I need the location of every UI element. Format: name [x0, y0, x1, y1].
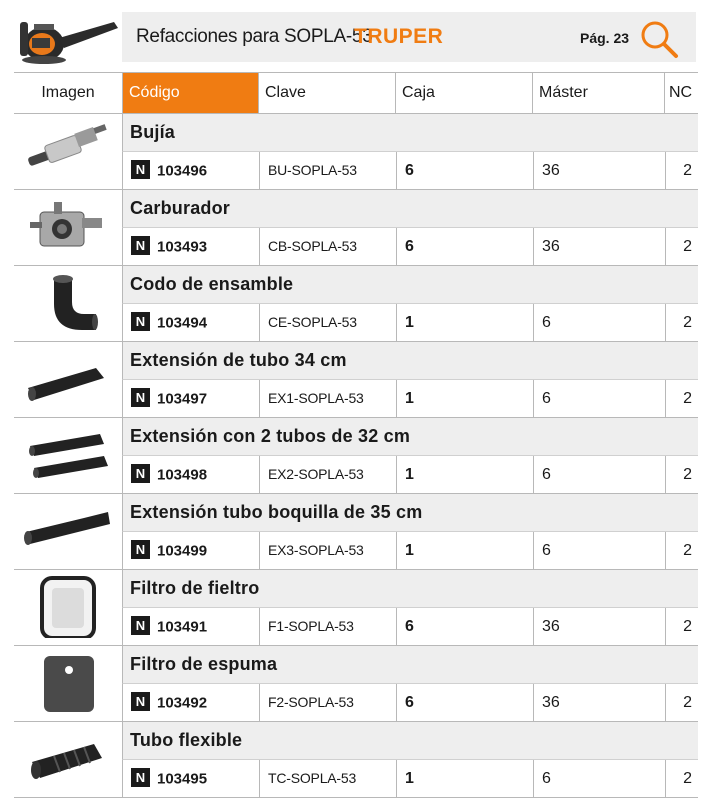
part-name-row [122, 570, 698, 607]
column-caja[interactable]: Caja [395, 73, 532, 113]
clave-cell: BU-SOPLA-53 [259, 152, 396, 189]
part-name: Tubo flexible [130, 730, 243, 750]
part-image-cell [14, 570, 122, 645]
two-tubes-icon [24, 424, 112, 486]
part-image-cell [14, 494, 122, 569]
part-group [14, 494, 698, 570]
code-cell [123, 532, 259, 569]
new-badge: N [131, 692, 150, 711]
part-name: Extensión con 2 tubos de 32 cm [130, 426, 411, 446]
master-cell: 6 [533, 456, 665, 493]
clave-cell: EX2-SOPLA-53 [259, 456, 396, 493]
part-image-cell [14, 190, 122, 265]
code-cell [123, 760, 259, 797]
caja-cell: 6 [396, 152, 533, 189]
nc-cell: 2 [665, 684, 699, 721]
part-image-cell [14, 114, 122, 189]
title-bar [122, 12, 696, 62]
code-value: 103491 [157, 618, 208, 636]
flexible-tube-icon [24, 728, 112, 790]
code-cell [123, 608, 259, 645]
table-row[interactable] [122, 303, 698, 341]
part-name: Extensión tubo boquilla de 35 cm [130, 502, 423, 522]
nc-cell: 2 [665, 760, 699, 797]
caja-cell: 6 [396, 684, 533, 721]
table-row[interactable] [122, 759, 698, 797]
part-name-row [122, 190, 698, 227]
part-name-row [122, 418, 698, 455]
part-name: Bujía [130, 122, 176, 142]
nc-cell: 2 [665, 532, 699, 569]
page-title: Refacciones para SOPLA-53 [136, 26, 373, 47]
code-value: 103493 [157, 238, 208, 256]
search-icon[interactable] [638, 18, 680, 60]
code-cell [123, 684, 259, 721]
caja-cell: 1 [396, 456, 533, 493]
code-value: 103494 [157, 314, 208, 332]
part-group [14, 190, 698, 266]
felt-filter-icon [24, 576, 112, 638]
code-cell [123, 456, 259, 493]
column-master[interactable]: Máster [532, 73, 664, 113]
part-image-cell [14, 418, 122, 493]
new-badge: N [131, 616, 150, 635]
new-badge: N [131, 768, 150, 787]
master-cell: 36 [533, 152, 665, 189]
code-value: 103497 [157, 390, 208, 408]
new-badge: N [131, 464, 150, 483]
new-badge: N [131, 540, 150, 559]
clave-cell: EX1-SOPLA-53 [259, 380, 396, 417]
caja-cell: 6 [396, 228, 533, 265]
part-group [14, 722, 698, 798]
spark-plug-icon [24, 120, 112, 182]
nozzle-tube-icon [24, 500, 112, 562]
nc-cell: 2 [665, 608, 699, 645]
clave-cell: F2-SOPLA-53 [259, 684, 396, 721]
part-name-row [122, 494, 698, 531]
master-cell: 6 [533, 380, 665, 417]
page-header [0, 0, 716, 66]
caja-cell: 1 [396, 532, 533, 569]
foam-filter-icon [24, 652, 112, 714]
part-name-row [122, 342, 698, 379]
nc-cell: 2 [665, 304, 699, 341]
code-cell [123, 152, 259, 189]
part-group [14, 266, 698, 342]
part-name-row [122, 646, 698, 683]
nc-cell: 2 [665, 152, 699, 189]
clave-cell: EX3-SOPLA-53 [259, 532, 396, 569]
code-value: 103492 [157, 694, 208, 712]
part-name: Filtro de fieltro [130, 578, 260, 598]
new-badge: N [131, 236, 150, 255]
table-row[interactable] [122, 455, 698, 493]
code-cell [123, 380, 259, 417]
clave-cell: CB-SOPLA-53 [259, 228, 396, 265]
code-value: 103499 [157, 542, 208, 560]
table-header [14, 72, 698, 114]
part-name: Carburador [130, 198, 231, 218]
table-row[interactable] [122, 151, 698, 189]
caja-cell: 1 [396, 380, 533, 417]
master-cell: 6 [533, 760, 665, 797]
leaf-blower-icon [14, 8, 124, 66]
code-cell [123, 228, 259, 265]
brand-logo: TRUPER [354, 25, 444, 48]
new-badge: N [131, 312, 150, 331]
table-row[interactable] [122, 379, 698, 417]
clave-cell: F1-SOPLA-53 [259, 608, 396, 645]
part-name-row [122, 266, 698, 303]
part-name-row [122, 722, 698, 759]
new-badge: N [131, 388, 150, 407]
clave-cell: TC-SOPLA-53 [259, 760, 396, 797]
table-row[interactable] [122, 227, 698, 265]
nc-cell: 2 [665, 380, 699, 417]
part-group [14, 114, 698, 190]
nc-cell: 2 [665, 228, 699, 265]
part-group [14, 570, 698, 646]
new-badge: N [131, 160, 150, 179]
nc-cell: 2 [665, 456, 699, 493]
code-value: 103495 [157, 770, 208, 788]
part-image-cell [14, 266, 122, 341]
elbow-pipe-icon [24, 272, 112, 334]
part-image-cell [14, 646, 122, 721]
master-cell: 36 [533, 684, 665, 721]
column-clave[interactable]: Clave [258, 73, 395, 113]
tube-extension-icon [24, 348, 112, 410]
code-cell [123, 304, 259, 341]
carburetor-icon [24, 196, 112, 258]
clave-cell: CE-SOPLA-53 [259, 304, 396, 341]
part-name: Extensión de tubo 34 cm [130, 350, 347, 370]
caja-cell: 1 [396, 760, 533, 797]
master-cell: 6 [533, 532, 665, 569]
part-group [14, 342, 698, 418]
master-cell: 36 [533, 228, 665, 265]
caja-cell: 1 [396, 304, 533, 341]
part-image-cell [14, 342, 122, 417]
column-codigo[interactable]: Código [122, 73, 259, 113]
part-name-row [122, 114, 698, 151]
part-group [14, 646, 698, 722]
master-cell: 6 [533, 304, 665, 341]
page-number: Pág. 23 [580, 30, 630, 46]
table-row[interactable] [122, 683, 698, 721]
code-value: 103496 [157, 162, 208, 180]
caja-cell: 6 [396, 608, 533, 645]
code-value: 103498 [157, 466, 208, 484]
part-name: Codo de ensamble [130, 274, 294, 294]
part-group [14, 418, 698, 494]
table-row[interactable] [122, 607, 698, 645]
column-imagen: Imagen [41, 84, 95, 101]
part-name: Filtro de espuma [130, 654, 278, 674]
table-row[interactable] [122, 531, 698, 569]
parts-table [14, 72, 698, 798]
part-image-cell [14, 722, 122, 797]
column-nc[interactable]: NC [664, 73, 698, 113]
master-cell: 36 [533, 608, 665, 645]
